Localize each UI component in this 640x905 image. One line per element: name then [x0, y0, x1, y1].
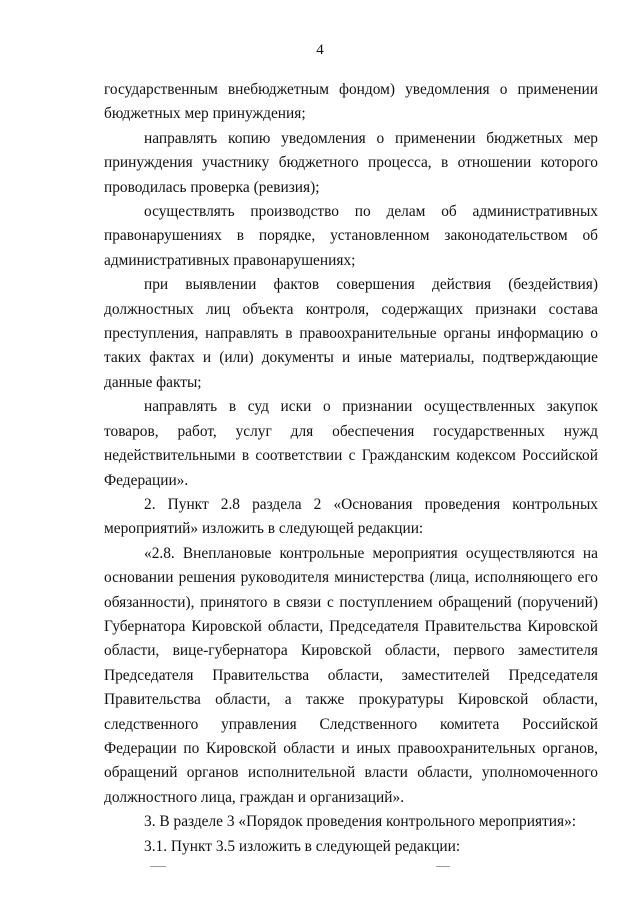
paragraph-item-3: 3. В разделе 3 «Порядок проведения контрольного мероприятия»:	[144, 813, 577, 831]
page-number: 4	[316, 42, 324, 58]
paragraph-court-claims: направлять в суд иски о признании осуществленных закупок товаров, работ, услуг для обеспечения государственных нужд недействительными в соответствии с Гражданским кодексом Российской Федерации».	[104, 398, 598, 489]
paragraph-continuation: государственным внебюджетным фондом) уведомления о применении бюджетных мер принуждения;	[104, 81, 598, 123]
paragraph-administrative-proceedings: осуществлять производство по делам об административных правонарушениях в порядке, установленном законодательством об административных правонарушениях;	[104, 203, 598, 269]
paragraph-crime-evidence: при выявлении фактов совершения действия (бездействия) должностных лиц объекта контроля, содержащих признаки состава преступления, направлять в правоохранительные органы информацию о таких фактах и (или) документы и иные материалы, подтверждающие данные факты;	[104, 276, 598, 391]
paragraph-item-3-1: 3.1. Пункт 3.5 изложить в следующей редакции:	[144, 837, 461, 855]
paragraph-send-notice-copy: направлять копию уведомления о применении бюджетных мер принуждения участнику бюджетного процесса, в отношении которого проводилась проверка (ревизия);	[104, 129, 598, 196]
paragraph-item-2: 2. Пункт 2.8 раздела 2 «Основания проведения контрольных мероприятий» изложить в следующей редакции:	[104, 495, 598, 538]
paragraph-clause-2-8: «2.8. Внеплановые контрольные мероприятия осуществляются на основании решения руководителя министерства (лица, исполняющего его обязанности), принятого в связи с поступлением обращений (поручений) Губернатора Кировской области, Председателя Правительства Кировской области, вице-губернатора Кировской области, первого заместителя Председателя Правительства области, заместителей Председателя Правительства области, а также прокуратуры Кировской области, следственного управления Следственного комитета Российской Федерации по Кировской области и иных правоохранительных органов, обращений органов исполнительной власти области, уполномоченного должностного лица, граждан и организаций».	[104, 544, 598, 806]
scan-artifact	[150, 866, 166, 867]
document-body	[104, 78, 598, 859]
scan-artifact	[436, 866, 450, 867]
